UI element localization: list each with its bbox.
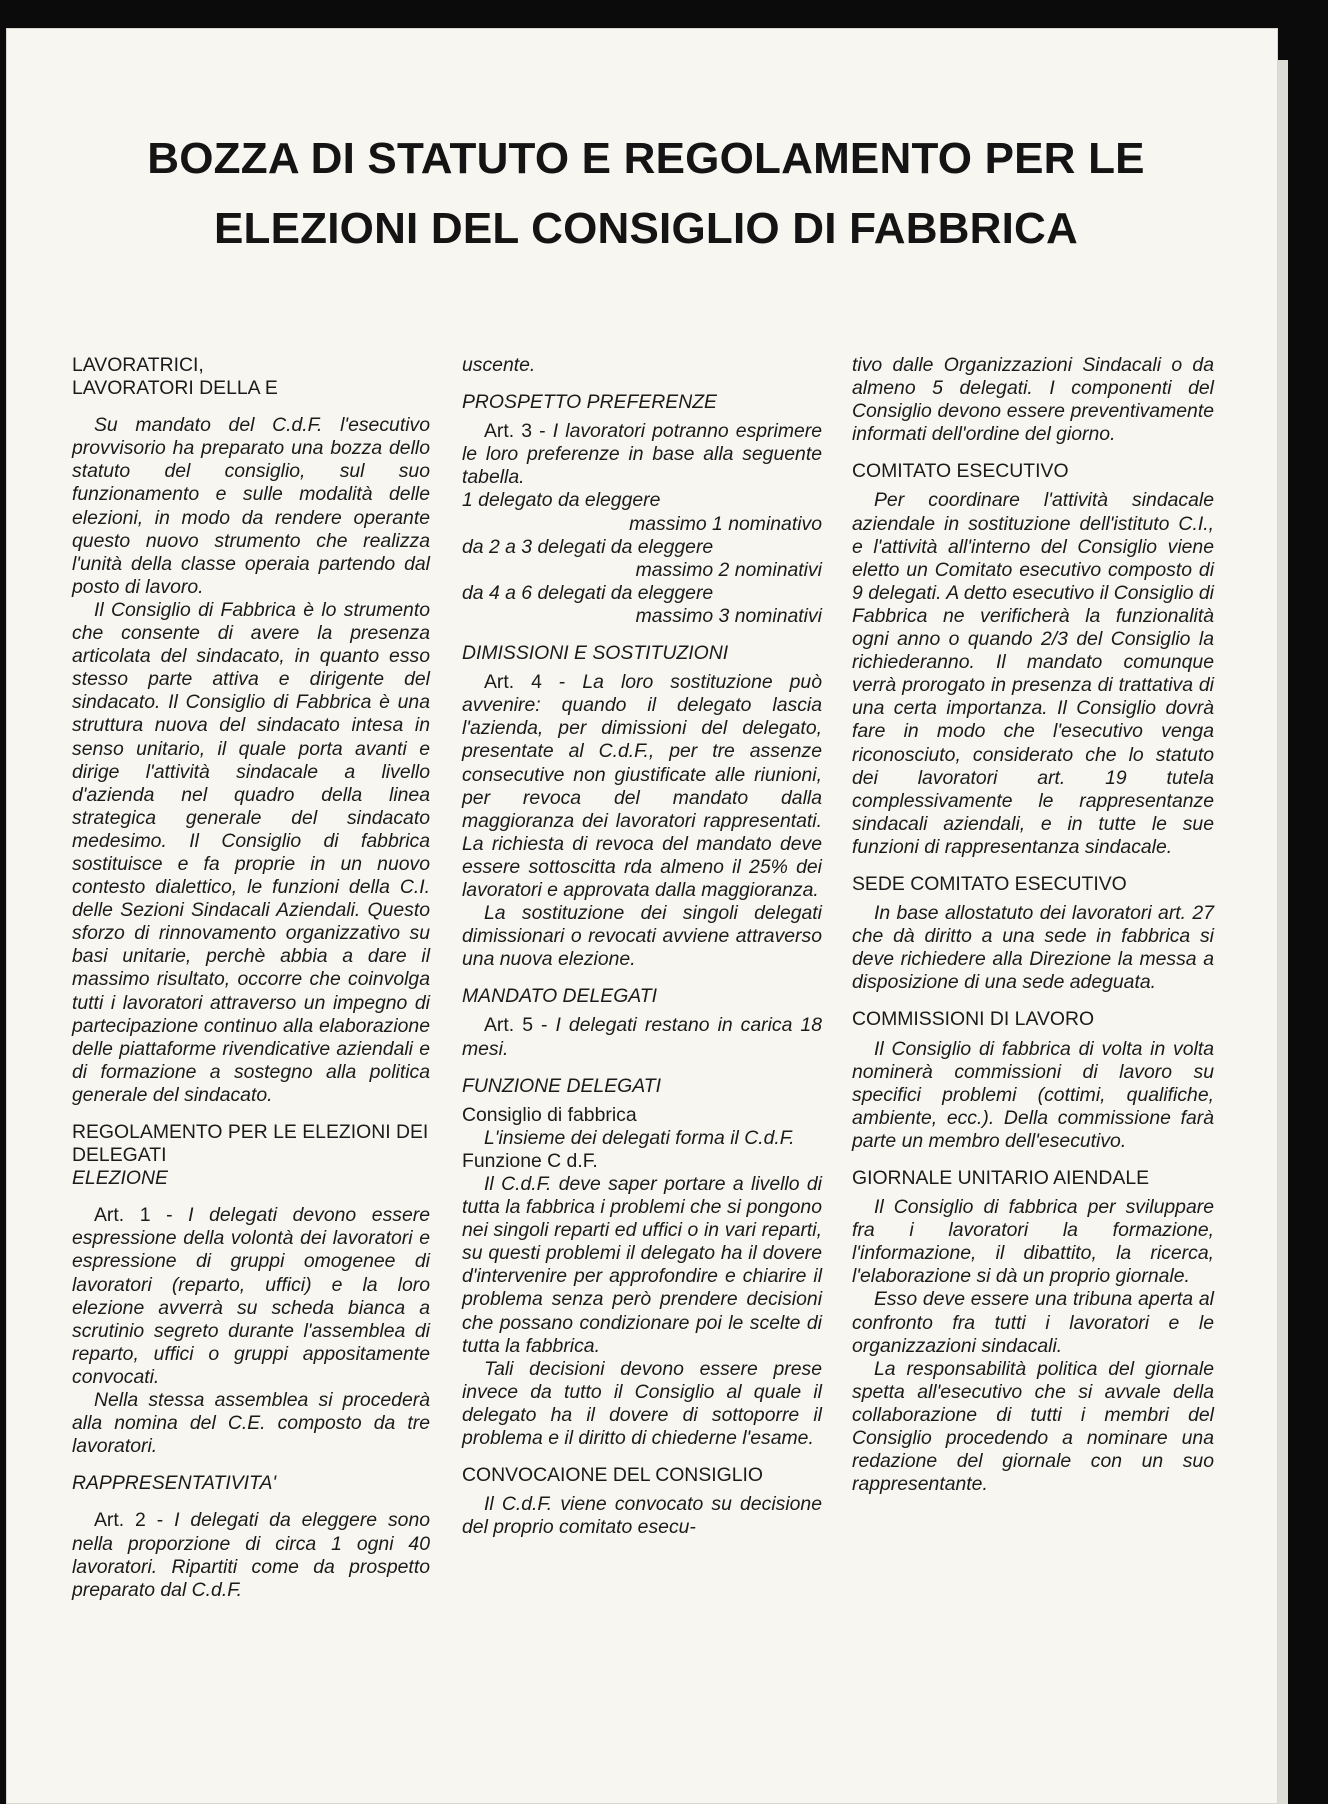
giornale-paragraph-1: Il Consiglio di fabbrica per sviluppare fra i lavoratori la formazione, l'informazione, il dibattito, la ricerca, l'elaborazione si dà un proprio giornale. <box>852 1196 1214 1288</box>
sostituzione-paragraph: La sostituzione dei singoli delegati dimissionari o revocati avviene attraverso una nuova elezione. <box>462 902 822 971</box>
column-1 <box>72 354 430 1602</box>
heading-funzione: FUNZIONE DELEGATI <box>462 1074 661 1097</box>
heading-mandato: MANDATO DELEGATI <box>462 985 658 1008</box>
article-2-text: I delegati da eleggere sono nella proporzione di circa 1 ogni 40 lavoratori. Ripartiti come da prospetto preparato dal C.d.F. <box>72 1509 431 1601</box>
uscente-text: uscente. <box>462 354 536 376</box>
heading-convocazione: CONVOCAIONE DEL CONSIGLIO <box>462 1464 763 1487</box>
article-5-text: I delegati restano in carica 18 mesi. <box>462 1014 823 1060</box>
article-4-text: La loro sostituzione può avvenire: quando il delegato lascia l'azienda, per dimissioni del delegato, presentate al C.d.F., per tre assenze consecutive non giustificate alle riunioni, per revoca del mandato dalla maggioranza dei lavoratori rappresentati. La richiesta di revoca del mandato deve essere sottoscitta rda almeno il 25% dei lavoratori e approvata dalla maggioranza. <box>462 671 823 901</box>
title-line-1: BOZZA DI STATUTO E REGOLAMENTO PER LE <box>147 134 1145 183</box>
consiglio-paragraph: Il Consiglio di Fabbrica è lo strumento che consente di avere la presenza articolata del sindacato, in quanto esso stesso parte attiva e dirigente del sindacato. Il Consiglio di Fabbrica è una struttura nuova del sindacato intesa in senso unitario, il quale porta avanti e dirige l'attività sindacale a livello d'azienda nel quadro della linea strategica generale del sindacato medesimo. Il Consiglio di fabbrica sostituisce e fa proprie in un nuovo contesto dialettico, le funzioni della C.I. delle Sezioni Sindacali Aziendali. Questo sforzo di rinnovamento organizzativo su basi unitarie, perchè abbia a dare il massimo risultato, occorre che coinvolga tutti i lavoratori attraverso un impegno di partecipazione continuo alla elaborazione delle piattaforme rivendicative aziendali e di formazione a sostegno alla politica generale del sindacato. <box>72 598 430 1106</box>
cdf-text: L'insieme dei delegati forma il C.d.F. <box>484 1126 795 1149</box>
title-line-2: ELEZIONI DEL CONSIGLIO DI FABBRICA <box>213 204 1079 253</box>
article-1-label: Art. 1 - <box>94 1204 173 1227</box>
convocazione-paragraph: Il C.d.F. viene convocato su decisione del proprio comitato esecu- <box>462 1493 822 1539</box>
article-3-label: Art. 3 - <box>484 420 546 443</box>
article-2-label: Art. 2 - <box>94 1509 164 1532</box>
article-1-text: I delegati devono essere espressione della volontà dei lavoratori e espressione di gruppi omogenee di lavoratori (reparto, uffici) e la loro elezione avverrà su scheda bianca a scrutinio segreto durante l'assemblea di reparto, uffici o gruppi appositamente convocati. <box>72 1204 430 1388</box>
table-row-2-value: massimo 2 nominativi <box>635 558 822 581</box>
column-2 <box>462 354 822 1539</box>
heading-sede: SEDE COMITATO ESECUTIVO <box>852 872 1127 895</box>
giornale-paragraph-3: La responsabilità politica del giornale spetta all'esecutivo che si avvale della collaborazione di tutti i membri del Consiglio procedendo a nominare una redazione del giornale con un suo rappresentante. <box>852 1357 1214 1496</box>
assemblea-paragraph: Nella stessa assemblea si procederà alla nomina del C.E. composto da tre lavoratori. <box>72 1389 430 1458</box>
table-row-1-label: 1 delegato da eleggere <box>462 489 661 512</box>
cdf-label: Consiglio di fabbrica <box>462 1103 637 1126</box>
funzione-label: Funzione C d.F. <box>462 1149 598 1172</box>
commissioni-paragraph: Il Consiglio di fabbrica di volta in volta nominerà commissioni di lavoro su specifici problemi (cottimi, qualifiche, ambiente, ecc.). Della commissione farà parte un membro dell'esecutivo. <box>852 1037 1214 1152</box>
column-3 <box>852 354 1214 1496</box>
intro-paragraph: Su mandato del C.d.F. l'esecutivo provvisorio ha preparato una bozza dello statuto del consiglio, sul suo funzionamento e sulle modalità delle elezioni, in modo da rendere operante questo nuovo strumento che realizza l'unità della classe operaia partendo dal posto di lavoro. <box>72 414 430 598</box>
table-row-2-label: da 2 a 3 delegati da eleggere <box>462 535 714 558</box>
article-4 <box>462 671 822 902</box>
table-row-3-label: da 4 a 6 delegati da eleggere <box>462 581 714 604</box>
giornale-paragraph-2: Esso deve essere una tribuna aperta al confronto fra tutti i lavoratori e le organizzazioni sindacali. <box>852 1288 1214 1357</box>
address-line-1: LAVORATRICI, <box>72 354 204 376</box>
heading-commissioni: COMMISSIONI DI LAVORO <box>852 1008 1095 1031</box>
document-page <box>6 28 1278 1804</box>
article-2 <box>72 1509 430 1601</box>
page-title <box>46 124 1246 264</box>
heading-dimissioni: DIMISSIONI E SOSTITUZIONI <box>462 642 729 665</box>
article-3-text: I lavoratori potranno esprimere le loro preferenze in base alla seguente tabella. <box>462 420 823 489</box>
continuation-paragraph: tivo dalle Organizzazioni Sindacali o da almeno 5 delegati. I componenti del Consiglio devono essere preventivamente informati dell'ordine del giorno. <box>852 354 1214 446</box>
article-5 <box>462 1014 822 1060</box>
table-row-1-value: massimo 1 nominativo <box>629 512 822 535</box>
heading-regolamento: REGOLAMENTO PER LE ELEZIONI DEI DELEGATI <box>72 1121 429 1167</box>
page-edge <box>1278 60 1288 1804</box>
decisioni-paragraph: Tali decisioni devono essere prese invece da tutto il Consiglio al quale il delegato ha il dovere di sottoporre il problema e il diritto di chiederne l'esame. <box>462 1357 822 1450</box>
preference-table <box>462 489 822 628</box>
funzione-text: Il C.d.F. deve saper portare a livello di tutta la fabbrica i problemi che si pongono nei singoli reparti ed uffici o in vari reparti, su questi problemi il delegato ha il dovere d'intervenire per approfondire e chiarire il problema senza però prendere decisioni che possano condizionare poi le scelte di tutta la fabbrica. <box>462 1173 822 1357</box>
article-5-label: Art. 5 - <box>484 1014 548 1037</box>
sede-paragraph: In base allostatuto dei lavoratori art. 27 che dà diritto a una sede in fabbrica si deve richiedere alla Direzione la messa a disposizione di una sede adeguata. <box>852 902 1214 994</box>
heading-rappresentativita: RAPPRESENTATIVITA' <box>72 1472 277 1495</box>
heading-giornale: GIORNALE UNITARIO AIENDALE <box>852 1167 1150 1189</box>
address-line-2: LAVORATORI DELLA E <box>72 377 278 400</box>
heading-comitato: COMITATO ESECUTIVO <box>852 460 1069 483</box>
heading-elezione: ELEZIONE <box>72 1167 168 1190</box>
comitato-paragraph: Per coordinare l'attività sindacale aziendale in sostituzione dell'istituto C.I., e l'attività all'interno del Consiglio viene eletto un Comitato esecutivo composto di 9 delegati. A detto esecutivo il Consiglio di Fabbrica ne verificherà la funzionalità ogni anno o quando 2/3 del Consiglio la richiederanno. Il mandato comunque verrà prorogato in presenza di trattativa di una certa importanza. Il Consiglio dovrà fare in modo che l'esecutivo venga riconosciuto, considerato che lo statuto dei lavoratori art. 19 tutela complessivamente le rappresentanze sindacali aziendali, e in tutte le sue funzioni di rappresentanza sindacale. <box>852 489 1214 858</box>
table-row-3-value: massimo 3 nominativi <box>635 604 822 627</box>
article-1 <box>72 1204 430 1389</box>
article-4-label: Art. 4 - <box>484 671 566 694</box>
heading-prospetto: PROSPETTO PREFERENZE <box>462 391 717 414</box>
article-3 <box>462 420 822 489</box>
